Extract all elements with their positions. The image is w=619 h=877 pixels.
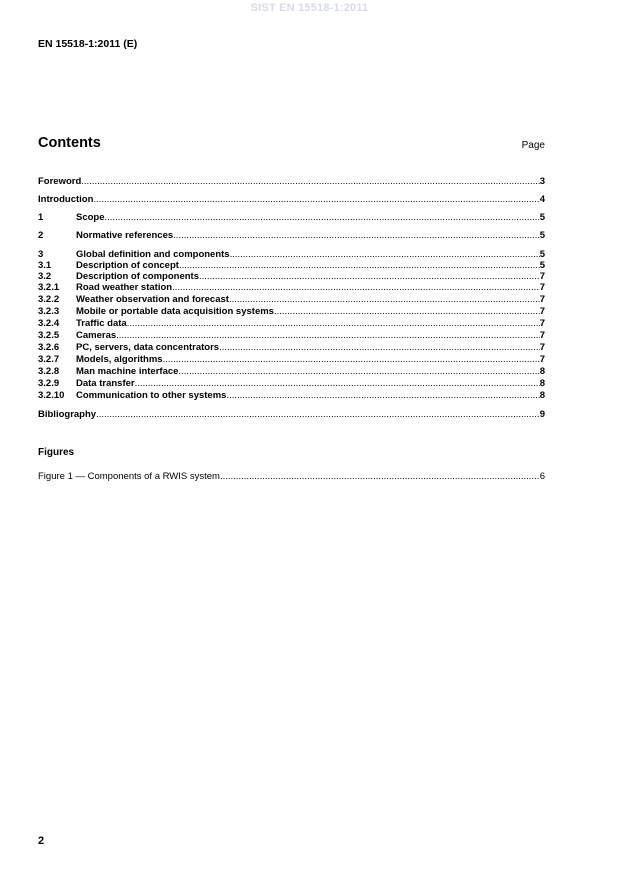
toc-entry-number: 1: [38, 212, 44, 223]
toc-entry-bibliography[interactable]: [38, 409, 545, 420]
toc-entry-number: 3.2.4: [38, 318, 60, 329]
dot-leader: [179, 260, 540, 271]
toc-entry-number: 3.2.6: [38, 342, 60, 353]
dot-leader: [135, 378, 540, 389]
toc-entry-number: 3.2.7: [38, 354, 60, 365]
toc-entry-title: PC, servers, data concentrators: [76, 342, 220, 353]
toc-entry-page: 7: [539, 282, 545, 293]
dot-leader: [229, 294, 540, 305]
toc-entry-page: 7: [539, 294, 545, 305]
toc-entry-number: 2: [38, 230, 44, 241]
toc-entry-title: Scope: [76, 212, 105, 223]
toc-entry-title: Global definition and components: [76, 249, 230, 260]
toc-entry-number: 3: [38, 249, 44, 260]
dot-leader: [93, 194, 539, 205]
dot-leader: [230, 249, 540, 260]
toc-entry-page: 8: [539, 378, 545, 389]
dot-leader: [96, 409, 540, 420]
figure-entry-page: 6: [539, 471, 545, 482]
toc-entry-number: 3.1: [38, 260, 52, 271]
toc-entry-title: Mobile or portable data acquisition systems: [76, 306, 274, 317]
toc-entry-title: Traffic data: [76, 318, 127, 329]
toc-entry-page: 4: [539, 194, 545, 205]
toc-entry-number: 3.2.9: [38, 378, 60, 389]
dot-leader: [81, 176, 539, 187]
toc-entry-3-2[interactable]: [38, 271, 545, 282]
page-column-label: Page: [521, 140, 545, 151]
toc-entry-page: 5: [539, 212, 545, 223]
dot-leader: [172, 282, 540, 293]
toc-entry-global-definition[interactable]: [38, 249, 545, 260]
document-id: EN 15518-1:2011 (E): [38, 38, 138, 50]
toc-entry-page: 7: [539, 342, 545, 353]
toc-entry-page: 9: [539, 409, 545, 420]
dot-leader: [199, 271, 540, 282]
watermark: SIST EN 15518-1:2011: [250, 2, 369, 14]
toc-entry-number: 3.2.10: [38, 390, 65, 401]
dot-leader: [178, 366, 539, 377]
toc-entry-3-2-3[interactable]: [38, 306, 545, 317]
toc-entry-number: 3.2.3: [38, 306, 60, 317]
toc-entry-title: Cameras: [76, 330, 117, 341]
toc-entry-title: Communication to other systems: [76, 390, 227, 401]
toc-entry-normative-references[interactable]: [38, 230, 545, 241]
toc-entry-number: 3.2.8: [38, 366, 60, 377]
toc-entry-page: 8: [539, 390, 545, 401]
toc-entry-page: 7: [539, 271, 545, 282]
page-number: 2: [38, 835, 45, 847]
toc-entry-3-2-9[interactable]: [38, 378, 545, 389]
toc-entry-foreword[interactable]: [38, 176, 545, 187]
toc-entry-title: Description of components: [76, 271, 199, 282]
toc-entry-number: 3.2.2: [38, 294, 60, 305]
toc-entry-number: 3.2.1: [38, 282, 60, 293]
dot-leader: [116, 330, 540, 341]
dot-leader: [219, 342, 540, 353]
toc-entry-page: 5: [539, 249, 545, 260]
toc-entry-title: Normative references: [76, 230, 174, 241]
toc-entry-page: 7: [539, 318, 545, 329]
dot-leader: [105, 212, 540, 223]
dot-leader: [226, 390, 539, 401]
toc-entry-page: 5: [539, 260, 545, 271]
toc-entry-page: 7: [539, 306, 545, 317]
toc-entry-scope[interactable]: [38, 212, 545, 223]
toc-entry-page: 7: [539, 330, 545, 341]
toc-entry-page: 8: [539, 366, 545, 377]
figures-heading: Figures: [38, 447, 75, 458]
toc-entry-introduction[interactable]: [38, 194, 545, 205]
toc-entry-page: 7: [539, 354, 545, 365]
toc-entry-3-2-2[interactable]: [38, 294, 545, 305]
toc-entry-title: Bibliography: [38, 409, 97, 420]
toc-entry-number: 3.2.5: [38, 330, 60, 341]
dot-leader: [220, 471, 540, 482]
toc-entry-3-1[interactable]: [38, 260, 545, 271]
figure-entry-title: Figure 1 — Components of a RWIS system: [38, 471, 220, 482]
toc-entry-3-2-1[interactable]: [38, 282, 545, 293]
toc-entry-3-2-7[interactable]: [38, 354, 545, 365]
toc-entry-title: Data transfer: [76, 378, 135, 389]
dot-leader: [163, 354, 540, 365]
toc-entry-title: Foreword: [38, 176, 82, 187]
toc-entry-3-2-5[interactable]: [38, 330, 545, 341]
toc-entry-title: Description of concept: [76, 260, 179, 271]
toc-entry-page: 3: [539, 176, 545, 187]
dot-leader: [127, 318, 540, 329]
dot-leader: [274, 306, 540, 317]
contents-title: Contents: [38, 135, 101, 151]
toc-entry-3-2-4[interactable]: [38, 318, 545, 329]
toc-entry-title: Man machine interface: [76, 366, 179, 377]
dot-leader: [173, 230, 540, 241]
toc-entry-title: Road weather station: [76, 282, 173, 293]
toc-entry-title: Weather observation and forecast: [76, 294, 229, 305]
toc-entry-page: 5: [539, 230, 545, 241]
toc-entry-title: Introduction: [38, 194, 94, 205]
toc-entry-number: 3.2: [38, 271, 52, 282]
toc-entry-3-2-6[interactable]: [38, 342, 545, 353]
toc-entry-title: Models, algorithms: [76, 354, 163, 365]
figure-entry-1[interactable]: [38, 471, 545, 482]
toc-entry-3-2-8[interactable]: [38, 366, 545, 377]
toc-entry-3-2-10[interactable]: [38, 390, 545, 401]
